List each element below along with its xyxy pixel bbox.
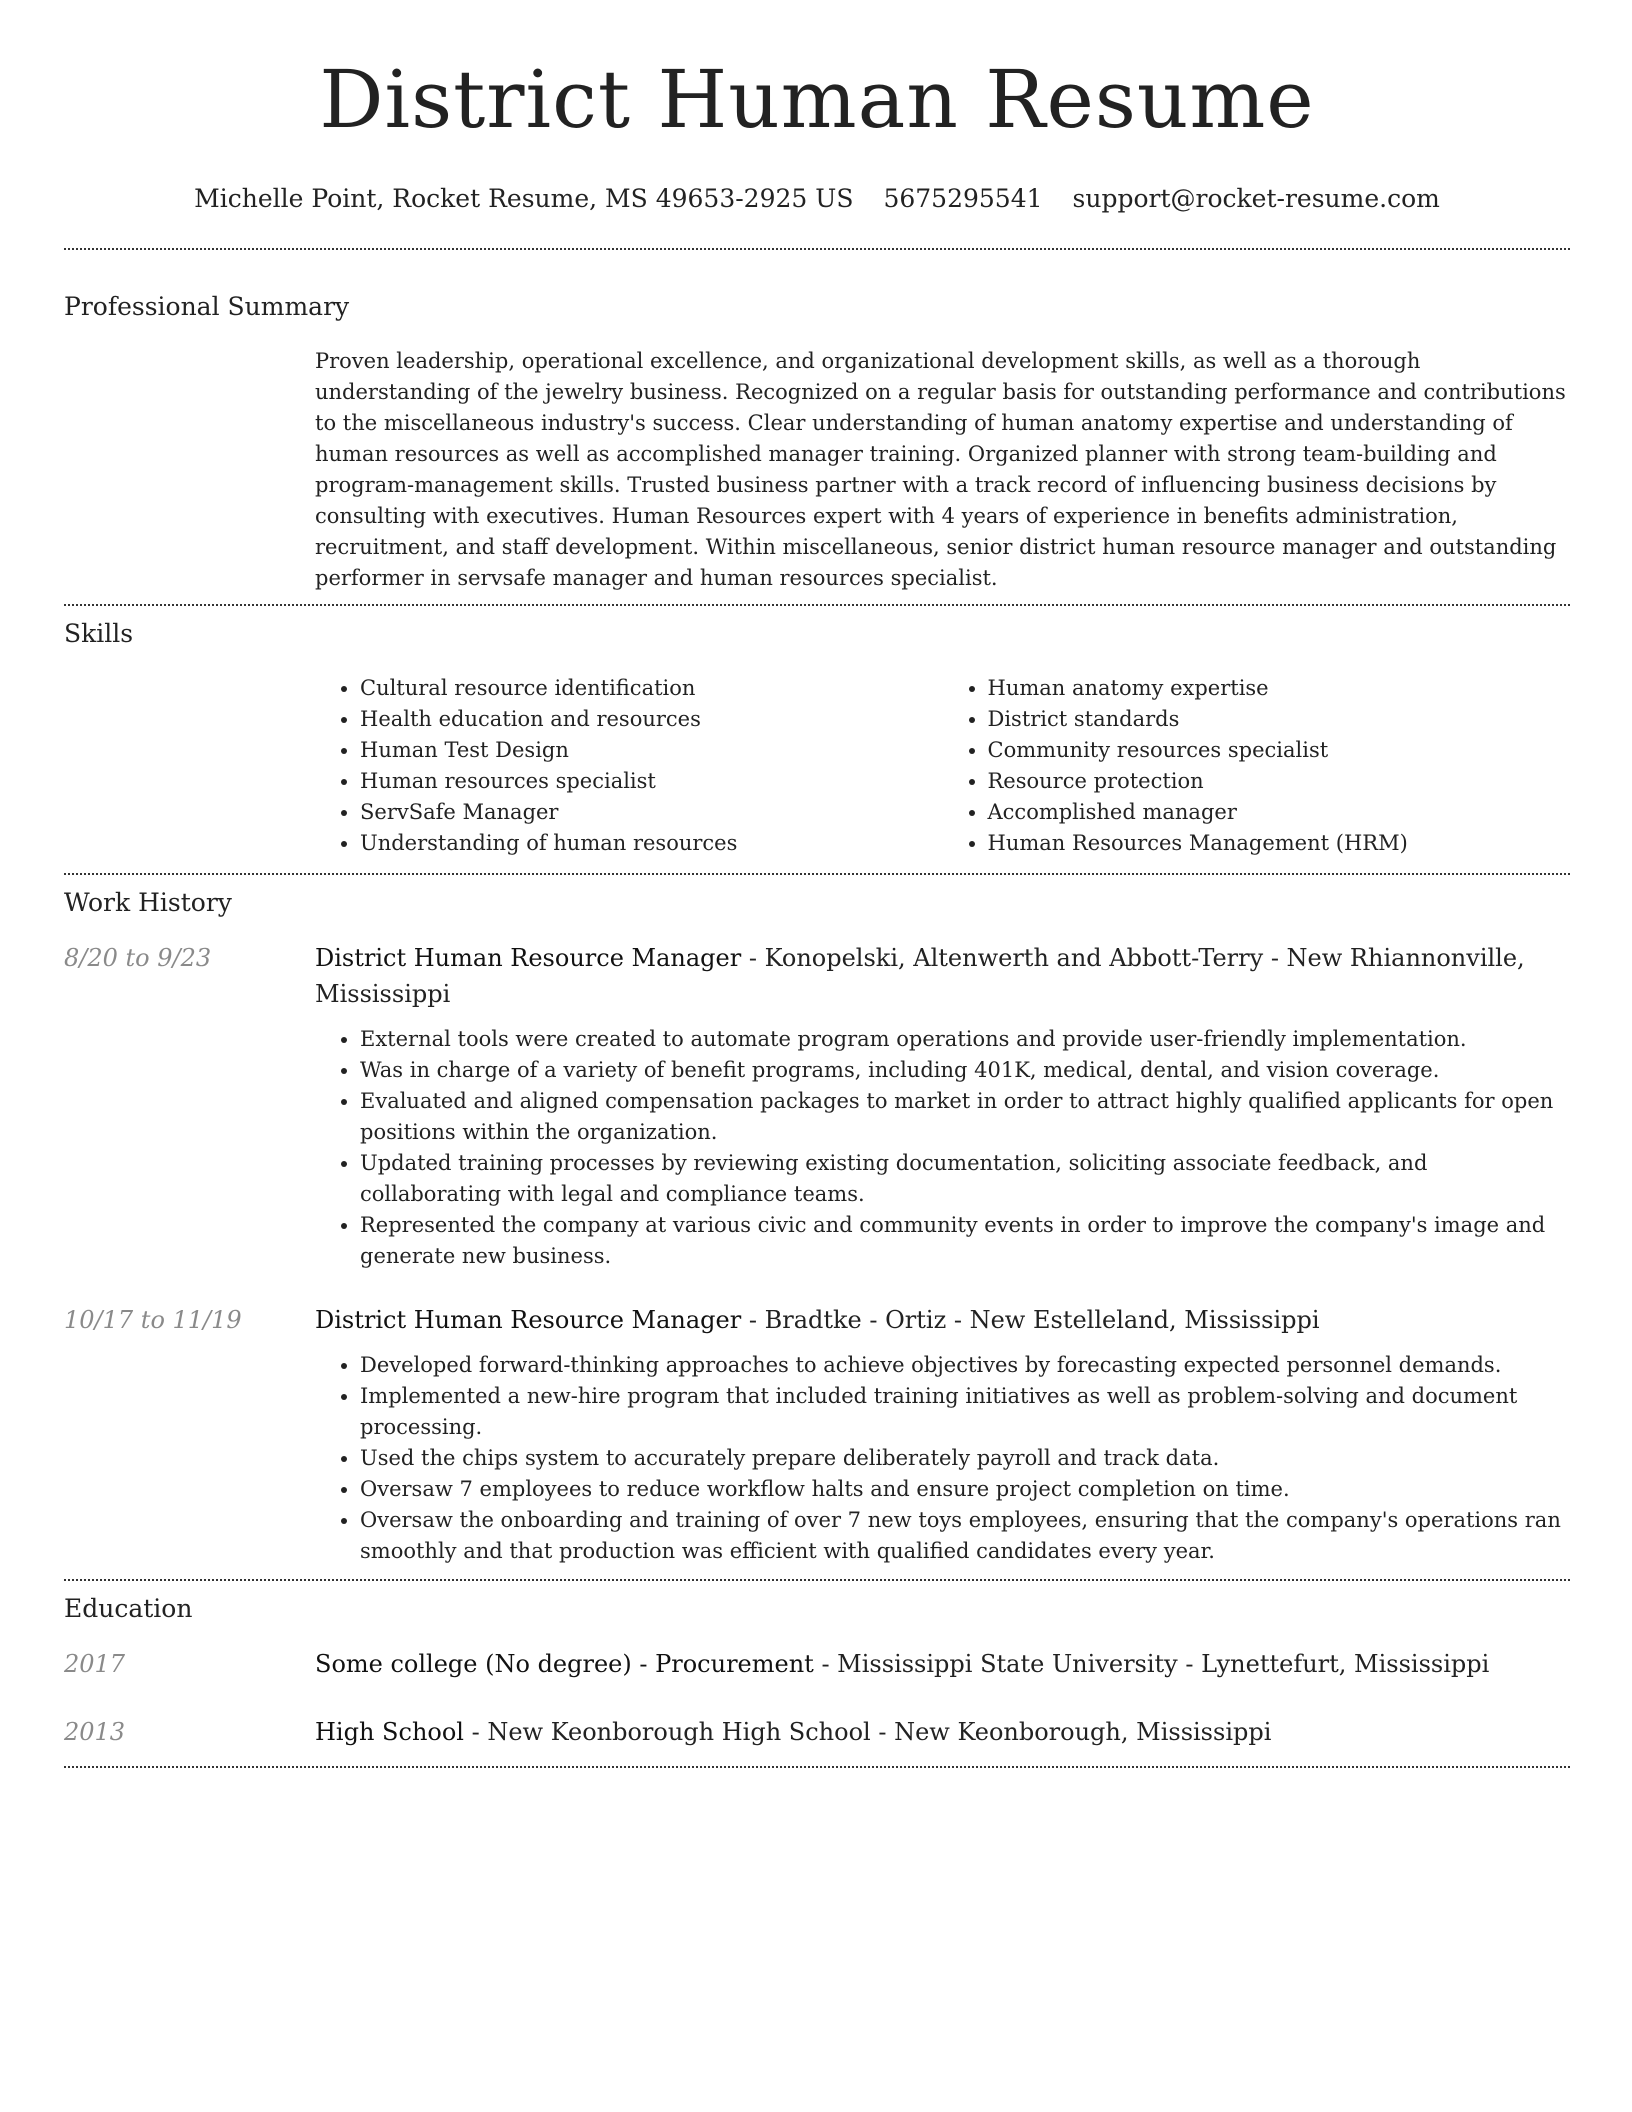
work-dates: 10/17 to 11/19 <box>64 1306 242 1334</box>
skill-item: • Human Resources Management (HRM) <box>988 828 1571 859</box>
skills-column-right <box>943 673 1571 859</box>
skill-item: • Understanding of human resources <box>360 828 943 859</box>
contact-line <box>64 182 1570 216</box>
skill-item: • Resource protection <box>988 766 1571 797</box>
section-title-work: Work History <box>64 888 232 917</box>
work-entry <box>64 940 1570 1272</box>
skill-item: • Human Test Design <box>360 735 943 766</box>
divider <box>64 604 1570 606</box>
work-bullets <box>315 1350 1570 1567</box>
education-year: 2017 <box>64 1650 126 1678</box>
divider <box>64 248 1570 250</box>
section-title-education: Education <box>64 1594 193 1623</box>
skill-item: • Human anatomy expertise <box>988 673 1571 704</box>
contact-address: Michelle Point, Rocket Resume, MS 49653-2925 US <box>194 184 854 213</box>
skill-item: • Cultural resource identification <box>360 673 943 704</box>
education-degree: Some college (No degree) - Procurement <box>315 1650 814 1678</box>
work-entry <box>64 1302 1570 1567</box>
section-title-summary: Professional Summary <box>64 292 350 321</box>
skill-item: • Health education and resources <box>360 704 943 735</box>
work-bullet: • Oversaw the onboarding and training of over 7 new toys employees, ensuring that the company's operations ran smoothly and that production was efficient with qualified candidates every year. <box>360 1505 1570 1567</box>
job-employer-location: - Bradtke - Ortiz - New Estelleland, Mississippi <box>741 1306 1320 1334</box>
job-title: District Human Resource Manager <box>315 1306 742 1334</box>
work-bullet: • Evaluated and aligned compensation packages to market in order to attract highly qualified applicants for open positions within the organization. <box>360 1086 1570 1148</box>
work-bullet: • Was in charge of a variety of benefit programs, including 401K, medical, dental, and vision coverage. <box>360 1055 1570 1086</box>
work-bullet: • Implemented a new-hire program that included training initiatives as well as problem-solving and document processing. <box>360 1381 1570 1443</box>
education-entry <box>64 1646 1570 1682</box>
skills-list <box>315 673 1570 859</box>
contact-phone: 5675295541 <box>883 184 1043 213</box>
skill-item: • ServSafe Manager <box>360 797 943 828</box>
work-heading <box>315 1302 1570 1338</box>
summary-text: Proven leadership, operational excellence, and organizational development skills, as well as a thorough understanding of the jewelry business. Recognized on a regular basis for outstanding performance and contributions to the miscellaneous industry's success. Clear understanding of human anatomy expertise and understanding of human resources as well as accomplished manager training. Organized planner with strong team-building and program-management skills. Trusted business partner with a track record of influencing business decisions by consulting with executives. Human Resources expert with 4 years of experience in benefits administration, recruitment, and staff development. Within miscellaneous, senior district human resource manager and outstanding performer in servsafe manager and human resources specialist. <box>315 349 1566 590</box>
section-title-skills: Skills <box>64 619 134 648</box>
work-bullet: • Oversaw 7 employees to reduce workflow halts and ensure project completion on time. <box>360 1474 1570 1505</box>
education-degree: High School <box>315 1718 464 1746</box>
education-school-location: - New Keonborough High School - New Keonborough, Mississippi <box>463 1718 1272 1746</box>
work-bullet: • Developed forward-thinking approaches to achieve objectives by forecasting expected personnel demands. <box>360 1350 1570 1381</box>
skills-column-left <box>315 673 943 859</box>
education-year: 2013 <box>64 1718 126 1746</box>
education-entry <box>64 1714 1570 1750</box>
work-bullet: • Represented the company at various civic and community events in order to improve the company's image and generate new business. <box>360 1210 1570 1272</box>
work-heading <box>315 940 1570 1012</box>
skill-item: • Community resources specialist <box>988 735 1571 766</box>
job-title: District Human Resource Manager <box>315 944 742 972</box>
skill-item: • Human resources specialist <box>360 766 943 797</box>
work-bullet: • Updated training processes by reviewing existing documentation, soliciting associate feedback, and collaborating with legal and compliance teams. <box>360 1148 1570 1210</box>
resume-page <box>64 0 1570 1768</box>
work-bullet: • External tools were created to automate program operations and provide user-friendly implementation. <box>360 1024 1570 1055</box>
contact-email: support@rocket-resume.com <box>1072 184 1440 213</box>
divider <box>64 1579 1570 1581</box>
divider <box>64 873 1570 875</box>
education-school-location: - Mississippi State University - Lynettefurt, Mississippi <box>813 1650 1490 1678</box>
work-dates: 8/20 to 9/23 <box>64 944 212 972</box>
job-employer-location: - Konopelski, Altenwerth and Abbott-Terry - New Rhiannonville, Mississippi <box>315 944 1525 1008</box>
skill-item: • Accomplished manager <box>988 797 1571 828</box>
resume-title: District Human Resume <box>319 53 1315 146</box>
divider <box>64 1766 1570 1768</box>
work-bullets <box>315 1024 1570 1272</box>
skill-item: • District standards <box>988 704 1571 735</box>
work-bullet: • Used the chips system to accurately prepare deliberately payroll and track data. <box>360 1443 1570 1474</box>
